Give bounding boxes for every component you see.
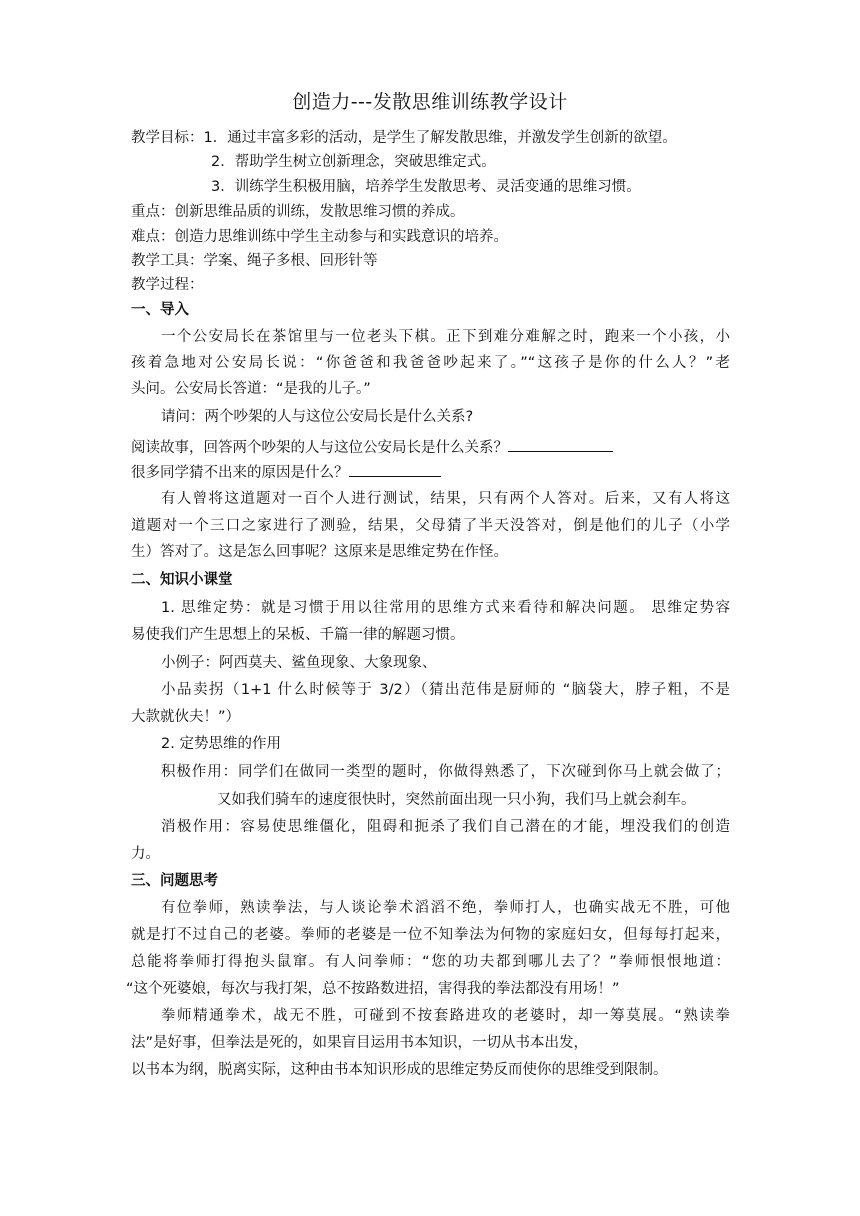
key-point: 重点：创新思维品质的训练，发散思维习惯的养成。 — [131, 204, 465, 220]
paragraph-line: 就是打不过自己的老婆。拳师的老婆是一位不知拳法为何物的家庭妇女，但每每打起来， — [131, 927, 730, 943]
teaching-process-label: 教学过程： — [131, 277, 204, 293]
paragraph-line: 拳师精通拳术，战无不胜，可碰到不按套路进攻的老婆时，却一筹莫展。“熟读拳 — [161, 1008, 730, 1024]
question-line — [131, 460, 441, 485]
section-heading-thinking: 三、问题思考 — [131, 873, 218, 889]
difficulty-point: 难点：创造力思维训练中学生主动参与和实践意识的培养。 — [131, 229, 508, 245]
question-line — [131, 435, 613, 460]
paragraph-line: 积极作用：同学们在做同一类型的题时，你做得熟悉了，下次碰到你马上就会做了； — [161, 764, 730, 780]
teaching-goal-3: 3．训练学生积极用脑，培养学生发散思考、灵活变通的思维习惯。 — [211, 179, 641, 195]
paragraph-line: 有位拳师，熟读拳法，与人谈论拳术滔滔不绝，拳师打人，也确实战无不胜，可他 — [161, 900, 730, 916]
paragraph-line: 总能将拳师打得抱头鼠窜。有人问拳师：“您的功夫都到哪儿去了？”拳师恨恨地道： — [131, 954, 730, 970]
paragraph-line: 易使我们产生思想上的呆板、千篇一律的解题习惯。 — [131, 627, 465, 643]
paragraph-line: 生）答对了。这是怎么回事呢？这原来是思维定势在作怪。 — [131, 544, 508, 560]
paragraph-line: 道题对一个三口之家进行了测验，结果，父母猜了半天没答对，倒是他们的儿子（小学 — [131, 518, 730, 534]
paragraph-line: 有人曾将这道题对一百个人进行测试，结果，只有两个人答对。后来，又有人将这 — [161, 491, 730, 507]
teaching-tools: 教学工具：学案、绳子多根、回形针等 — [131, 253, 378, 269]
question-text: 阅读故事，回答两个吵架的人与这位公安局长是什么关系？ — [131, 440, 508, 456]
paragraph-line: 2. 定势思维的作用 — [161, 736, 281, 752]
paragraph-line: 孩着急地对公安局长说：“你爸爸和我爸爸吵起来了。”“这孩子是你的什么人？”老 — [131, 355, 730, 371]
paragraph-line: 小品卖拐（1+1 什么时候等于 3/2）（猜出范伟是厨师的 “脑袋大，脖子粗，不是 — [161, 682, 730, 698]
paragraph-line: 法”是好事，但拳法是死的，如果盲目运用书本知识，一切从书本出发， — [131, 1035, 589, 1051]
section-heading-knowledge: 二、知识小课堂 — [131, 572, 233, 588]
answer-blank[interactable] — [508, 435, 613, 452]
paragraph-line: 又如我们骑车的速度很快时，突然前面出现一只小狗，我们马上就会刹车。 — [217, 792, 696, 808]
teaching-goal-1: 教学目标：1．通过丰富多彩的活动，是学生了解发散思维，并激发学生创新的欲望。 — [131, 130, 677, 146]
document-title: 创造力---发散思维训练教学设计 — [292, 91, 568, 113]
teaching-goal-2: 2．帮助学生树立创新理念，突破思维定式。 — [211, 154, 496, 170]
paragraph-line: 1. 思维定势：就是习惯于用以往常用的思维方式来看待和解决问题。 思维定势容 — [161, 600, 730, 616]
paragraph-line: 消极作用：容易使思维僵化，阻碍和扼杀了我们自己潜在的才能，埋没我们的创造 — [161, 819, 730, 835]
paragraph-line: 力。 — [131, 846, 160, 862]
paragraph-line: 请问：两个吵架的人与这位公安局长是什么关系? — [161, 409, 474, 425]
paragraph-line: 一个公安局长在茶馆里与一位老头下棋。正下到难分难解之时，跑来一个小孩，小 — [161, 329, 730, 345]
paragraph-line: 头问。公安局长答道：“是我的儿子。” — [131, 381, 371, 397]
paragraph-line: 以书本为纲，脱离实际，这种由书本知识形成的思维定势反而使你的思维受到限制。 — [131, 1062, 668, 1078]
paragraph-line: 大款就伙夫！”） — [131, 709, 241, 725]
answer-blank[interactable] — [349, 460, 441, 477]
question-text: 很多同学猜不出来的原因是什么？ — [131, 465, 349, 481]
paragraph-line: “这个死婆娘，每次与我打架，总不按路数进招，害得我的拳法都没有用场！” — [126, 981, 620, 997]
section-heading-intro: 一、导入 — [131, 302, 189, 318]
paragraph-line: 小例子：阿西莫夫、鲨鱼现象、大象现象、 — [161, 655, 437, 671]
